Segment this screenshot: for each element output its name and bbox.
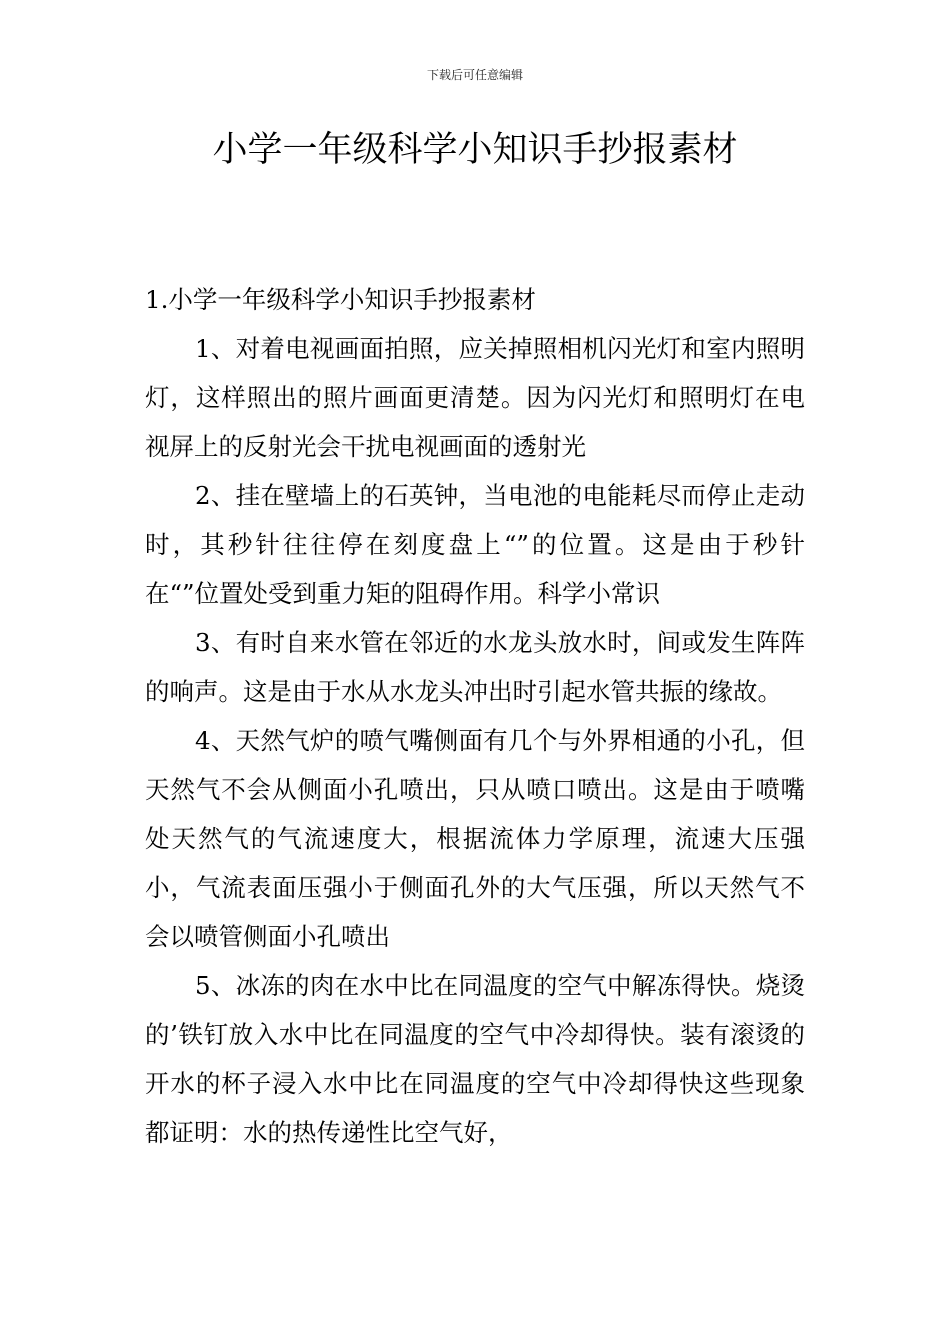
header-note: 下载后可任意编辑	[426, 68, 523, 82]
paragraph-1: 1、对着电视画面拍照，应关掉照相机闪光灯和室内照明灯，这样照出的照片画面更清楚。因为闪光灯和照明灯在电视屏上的反射光会干扰电视画面的透射光	[145, 334, 805, 461]
paragraph-3: 3、有时自来水管在邻近的水龙头放水时，间或发生阵阵的响声。这是由于水从水龙头冲出时引起水管共振的缘故。	[145, 628, 805, 706]
document-body	[145, 275, 805, 1157]
paragraph-2: 2、挂在壁墙上的石英钟，当电池的电能耗尽而停止走动时，其秒针往往停在刻度盘上“”的位置。这是由于秒针在“”位置处受到重力矩的阻碍作用。科学小常识	[145, 481, 805, 608]
paragraph-5: 5、冰冻的肉在水中比在同温度的空气中解冻得快。烧烫的’铁钉放入水中比在同温度的空气中冷却得快。装有滚烫的开水的杯子浸入水中比在同温度的空气中冷却得快这些现象都证明：水的热传递性比空气好，	[145, 971, 805, 1147]
document-title: 小学一年级科学小知识手抄报素材	[212, 130, 738, 170]
paragraph-4: 4、天然气炉的喷气嘴侧面有几个与外界相通的小孔，但天然气不会从侧面小孔喷出，只从喷口喷出。这是由于喷嘴处天然气的气流速度大，根据流体力学原理，流速大压强小，气流表面压强小于侧面孔外的大气压强，所以天然气不会以喷管侧面小孔喷出	[145, 726, 805, 951]
section-heading: 1.小学一年级科学小知识手抄报素材	[145, 285, 536, 314]
